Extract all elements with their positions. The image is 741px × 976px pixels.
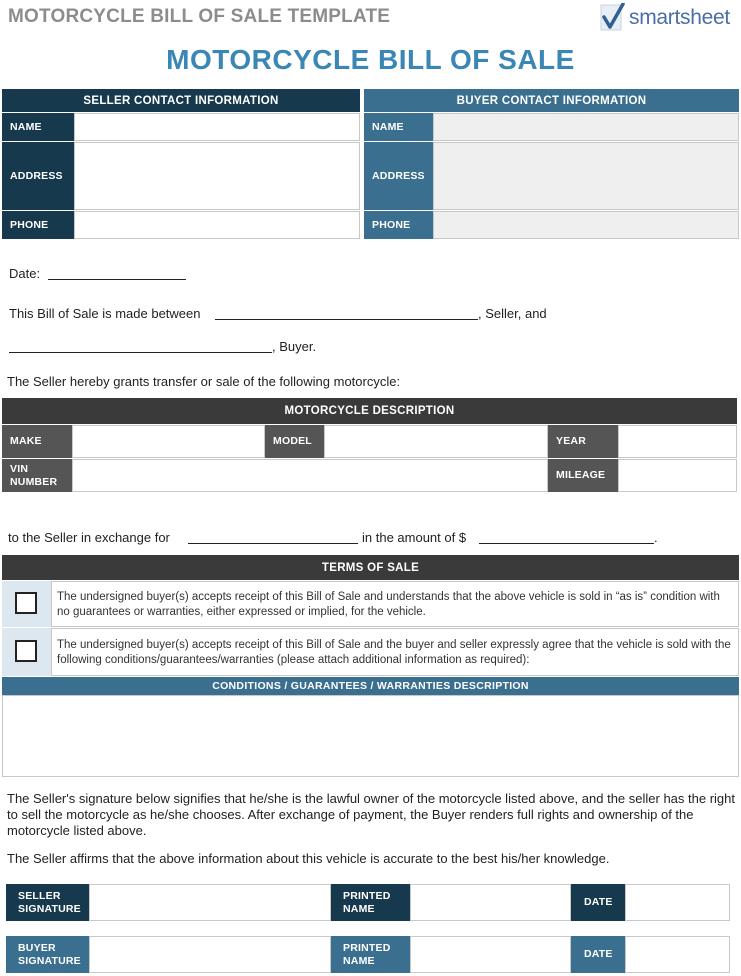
exchange-prefix-text: to the Seller in exchange for <box>8 530 170 545</box>
transfer-text: The Seller hereby grants transfer or sale of the following motorcycle: <box>7 374 401 389</box>
made-between-text: This Bill of Sale is made between <box>9 306 201 321</box>
buyer-signature-label-line2: SIGNATURE <box>18 954 81 967</box>
date-line[interactable] <box>48 279 186 280</box>
seller-and-text: , Seller, and <box>478 306 547 321</box>
vin-field[interactable] <box>72 459 548 492</box>
vin-label <box>2 459 72 492</box>
template-title: MOTORCYCLE BILL OF SALE TEMPLATE <box>8 6 391 27</box>
buyer-signature-label <box>6 936 89 973</box>
seller-signature-field[interactable] <box>89 884 331 921</box>
seller-printed-name-field[interactable] <box>410 884 571 921</box>
buyer-phone-label: PHONE <box>364 211 433 239</box>
seller-date-field[interactable] <box>625 884 730 921</box>
model-label: MODEL <box>265 425 324 458</box>
buyer-date-label: DATE <box>571 936 625 973</box>
page-title: MOTORCYCLE BILL OF SALE <box>166 44 575 75</box>
buyer-address-label: ADDRESS <box>364 142 433 210</box>
buyer-name-line[interactable] <box>9 352 272 353</box>
mileage-label: MILEAGE <box>548 459 618 492</box>
terms-of-sale-header: TERMS OF SALE <box>2 555 739 580</box>
seller-address-field[interactable] <box>74 142 360 210</box>
date-label: Date: <box>9 266 41 281</box>
seller-name-label: NAME <box>2 113 74 141</box>
motorcycle-description-header: MOTORCYCLE DESCRIPTION <box>2 398 737 424</box>
seller-signature-label-line2: SIGNATURE <box>18 902 81 915</box>
mileage-field[interactable] <box>618 459 737 492</box>
model-field[interactable] <box>324 425 548 458</box>
seller-printed-name-line1: PRINTED <box>343 889 391 902</box>
seller-printed-name-label <box>331 884 410 921</box>
affirm-statement: The Seller affirms that the above information about this vehicle is accurate to the best his/her knowledge. <box>7 851 610 866</box>
exchange-end-text: . <box>654 530 658 545</box>
option1-checkbox[interactable] <box>15 592 37 614</box>
seller-contact-header: SELLER CONTACT INFORMATION <box>2 89 360 112</box>
buyer-printed-name-label <box>331 936 410 973</box>
buyer-end-text: , Buyer. <box>272 339 317 354</box>
seller-name-line[interactable] <box>215 319 478 320</box>
conditions-field[interactable] <box>2 695 739 777</box>
seller-phone-field[interactable] <box>74 211 360 239</box>
option2-checkbox[interactable] <box>15 640 37 662</box>
make-label: MAKE <box>2 425 72 458</box>
conditions-header: CONDITIONS / GUARANTEES / WARRANTIES DESCRIPTION <box>2 677 739 695</box>
logo-text: smartsheet <box>629 6 730 29</box>
option1-text: The undersigned buyer(s) accepts receipt of this Bill of Sale and understands that the above vehicle is sold in “as is” condition with no guarantees or warranties, either expressed or implied, for the vehicle. <box>57 591 720 618</box>
buyer-date-field[interactable] <box>625 936 730 973</box>
exchange-item-line[interactable] <box>188 543 358 544</box>
vin-label-line1: VIN <box>10 462 29 475</box>
buyer-phone-field[interactable] <box>433 211 739 239</box>
smartsheet-logo <box>600 2 740 34</box>
buyer-signature-label-line1: BUYER <box>18 941 56 954</box>
buyer-printed-name-line2: NAME <box>343 954 375 967</box>
year-label: YEAR <box>548 425 618 458</box>
checkmark-logo-icon <box>600 3 626 33</box>
buyer-contact-header: BUYER CONTACT INFORMATION <box>364 89 739 112</box>
buyer-printed-name-field[interactable] <box>410 936 571 973</box>
year-field[interactable] <box>618 425 737 458</box>
buyer-name-field[interactable] <box>433 113 739 141</box>
buyer-name-label: NAME <box>364 113 433 141</box>
vin-label-line2: NUMBER <box>10 475 58 488</box>
amount-text: in the amount of $ <box>362 530 467 545</box>
ownership-statement: The Seller's signature below signifies that he/she is the lawful owner of the motorcycle listed above, and the seller has the right to sell the motorcycle as he/she chooses. After exchange of payment, the Buyer renders full rights and ownership of the motorcycle listed above. <box>7 791 735 838</box>
seller-phone-label: PHONE <box>2 211 74 239</box>
seller-address-label: ADDRESS <box>2 142 74 210</box>
option2-text: The undersigned buyer(s) accepts receipt of this Bill of Sale and the buyer and seller expressly agree that the vehicle is sold with the following conditions/guarantees/warranties (please attach additional information as required): <box>57 639 731 666</box>
buyer-signature-field[interactable] <box>89 936 331 973</box>
make-field[interactable] <box>72 425 265 458</box>
seller-printed-name-line2: NAME <box>343 902 375 915</box>
seller-signature-label-line1: SELLER <box>18 889 61 902</box>
seller-signature-label <box>6 884 89 921</box>
seller-name-field[interactable] <box>74 113 360 141</box>
buyer-printed-name-line1: PRINTED <box>343 941 391 954</box>
amount-line[interactable] <box>479 543 654 544</box>
seller-date-label: DATE <box>571 884 625 921</box>
buyer-address-field[interactable] <box>433 142 739 210</box>
